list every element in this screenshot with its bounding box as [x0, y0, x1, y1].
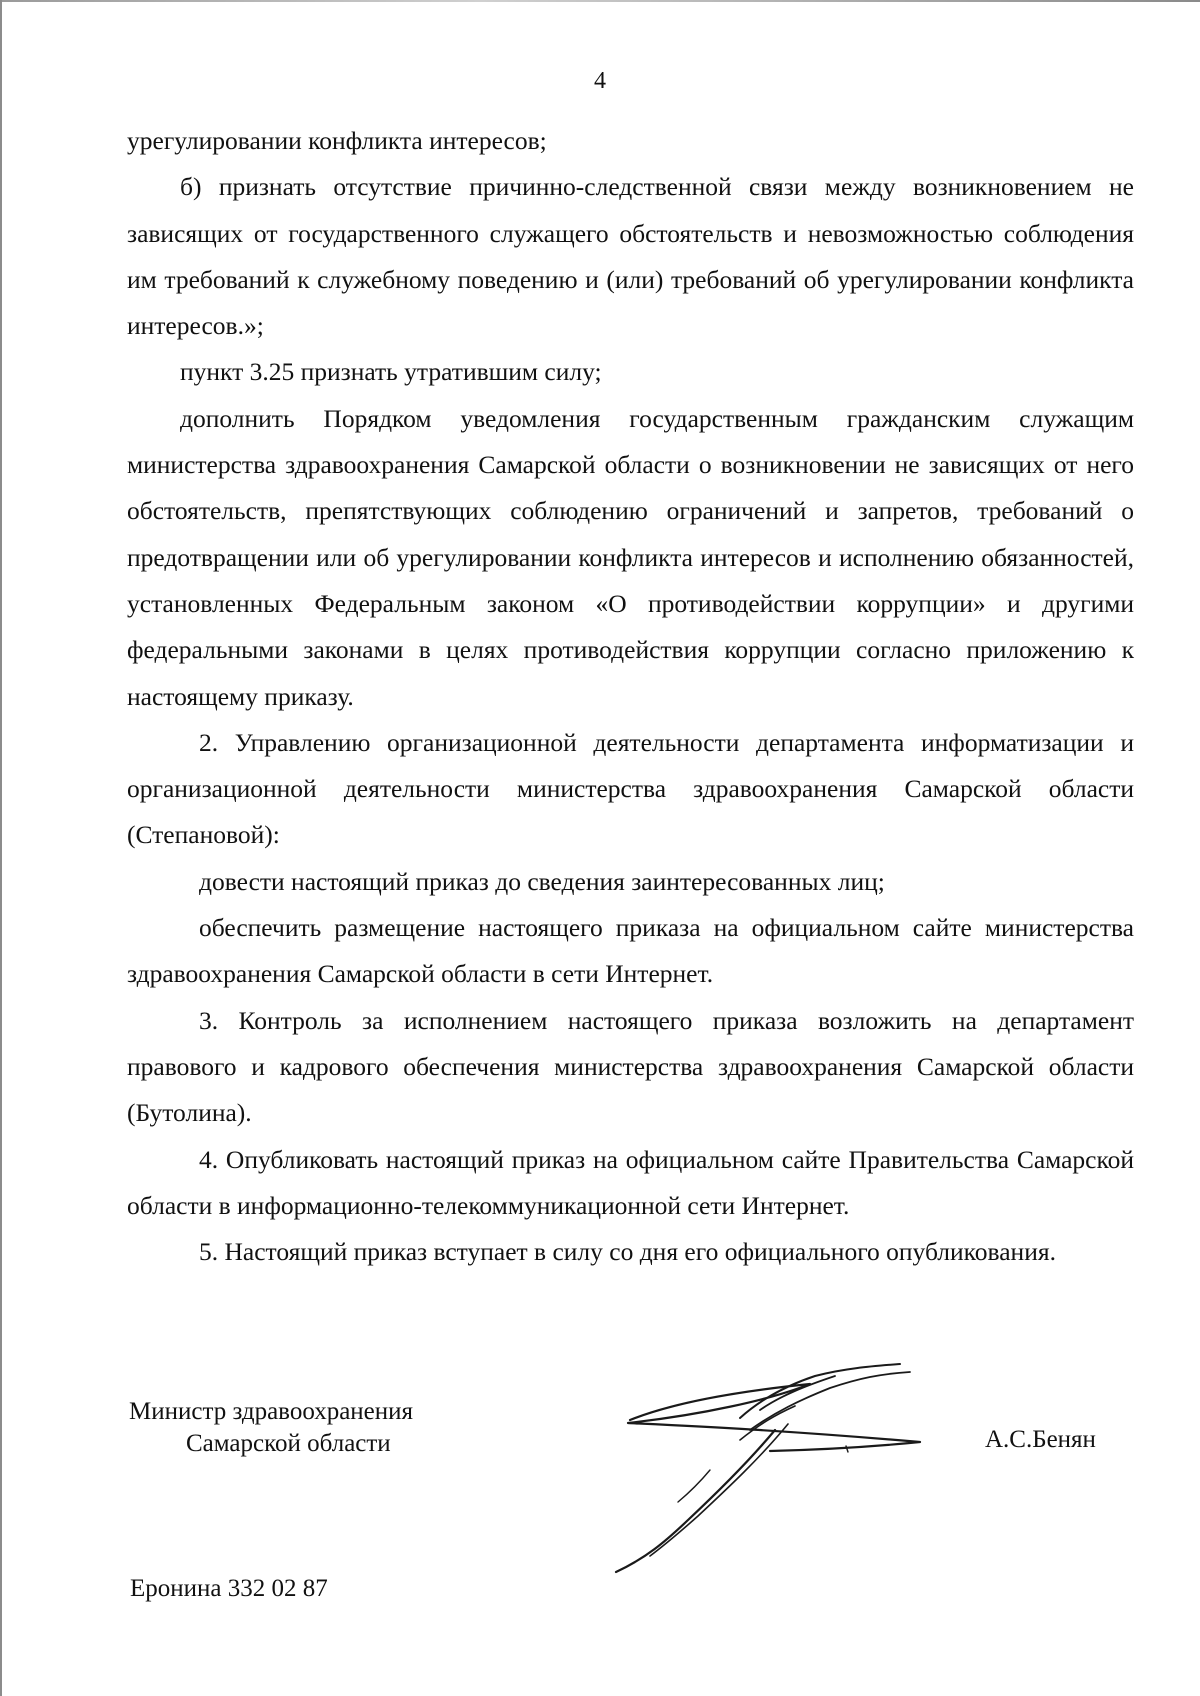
- paragraph-publish-site: обеспечить размещение настоящего приказа на официальном сайте министерства здравоохранения Самарской области в сети Интернет.: [127, 913, 1134, 989]
- paragraph-supplement-order: дополнить Порядком уведомления государственным гражданским служащим министерства здравоохранения Самарской области о возникновении не зависящих от него обстоятельств, препятствующих соблюдению ограничений и запретов, требований о предотвращении или об урегулировании конфликта интересов и исполнению обязанностей, установленных Федеральным законом «О противодействии коррупции» и другими федеральными законами в целях противодействия коррупции согласно приложению к настоящему приказу.: [127, 403, 1134, 711]
- paragraph-item-4: 4. Опубликовать настоящий приказ на официальном сайте Правительства Самарской области в информационно-телекоммуникационной сети Интернет.: [127, 1144, 1134, 1220]
- paragraph-item-3: 3. Контроль за исполнением настоящего приказа возложить на департамент правового и кадрового обеспечения министерства здравоохранения Самарской области (Бутолина).: [127, 1005, 1134, 1128]
- paragraph-point-3-25: пункт 3.25 признать утратившим силу;: [180, 357, 602, 387]
- paragraph-item-2: 2. Управлению организационной деятельности департамента информатизации и организационной деятельности министерства здравоохранения Самарской области (Степановой):: [127, 727, 1134, 850]
- executor-contact: Еронина 332 02 87: [130, 1575, 328, 1602]
- signatory-position-line-2: Самарской области: [186, 1430, 391, 1457]
- page-number: 4: [594, 68, 606, 94]
- signatory-name: А.С.Бенян: [985, 1426, 1096, 1453]
- paragraph-inform-persons: довести настоящий приказ до сведения заинтересованных лиц;: [199, 866, 885, 896]
- paragraph-continuation: урегулировании конфликта интересов;: [127, 126, 547, 155]
- scan-edge-top: [0, 0, 1200, 2]
- document-body: [127, 118, 1134, 1275]
- handwritten-signature: [610, 1360, 950, 1580]
- paragraph-item-b: б) признать отсутствие причинно-следственной связи между возникновением не зависящих от государственного служащего обстоятельств и невозможностью соблюдения им требований к служебному поведению и (или) требований об урегулировании конфликта интересов.»;: [127, 172, 1134, 341]
- signatory-position-line-1: Министр здравоохранения: [129, 1398, 414, 1425]
- scan-edge-left: [0, 0, 2, 1696]
- paragraph-item-5: 5. Настоящий приказ вступает в силу со дня его официального опубликования.: [199, 1237, 1056, 1267]
